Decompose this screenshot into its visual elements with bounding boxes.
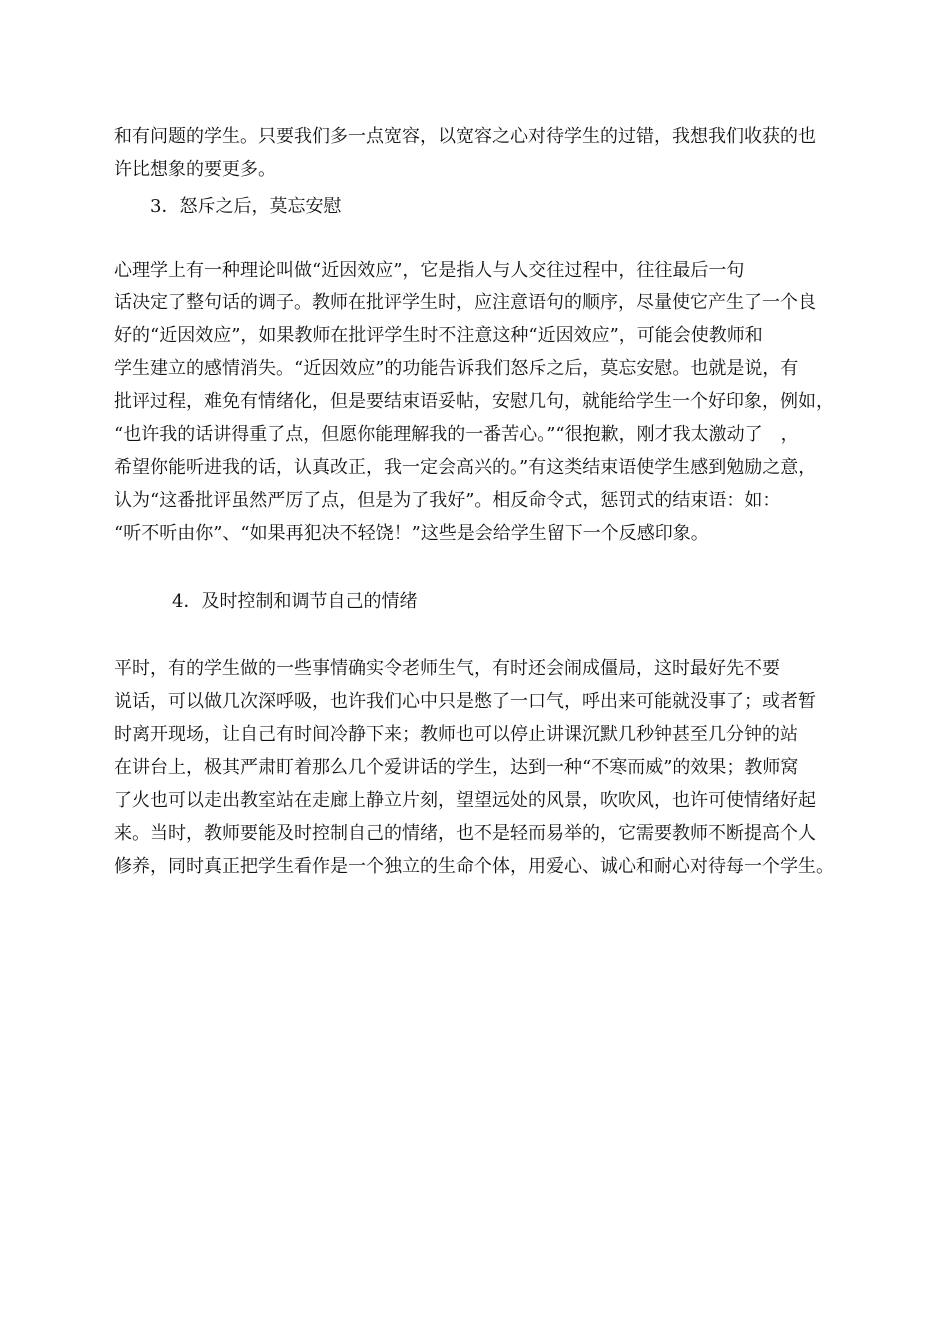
paragraph-line: 时离开现场，让自己有时间冷静下来；教师也可以停止讲课沉默几秒钟甚至几分钟的站 <box>114 724 798 745</box>
paragraph-line: 修养，同时真正把学生看作是一个独立的生命个体，用爱心、诚心和耐心对待每一个学生。 <box>114 856 834 877</box>
paragraph-line: “听不听由你”、“如果再犯决不轻饶！”这些是会给学生留下一个反感印象。 <box>114 523 709 544</box>
paragraph-line: 来。当时，教师要能及时控制自己的情绪，也不是轻而易举的，它需要教师不断提高个人 <box>114 823 816 844</box>
paragraph-line: 希望你能听进我的话，认真改正，我一定会高兴的。”有这类结束语使学生感到勉励之意， <box>114 457 817 478</box>
paragraph-line: 心理学上有一种理论叫做“近因效应”，它是指人与人交往过程中，往往最后一句 <box>114 260 745 281</box>
paragraph-line: 在讲台上，极其严肃盯着那么几个爱讲话的学生，达到一种“不寒而威”的效果；教师窝 <box>114 757 799 778</box>
paragraph-line: 许比想象的要更多。 <box>114 159 276 180</box>
paragraph-line: 话决定了整句话的调子。教师在批评学生时，应注意语句的顺序，尽量使它产生了一个良 <box>114 292 816 313</box>
paragraph-line: 学生建立的感情消失。“近因效应”的功能告诉我们怒斥之后，莫忘安慰。也就是说，有 <box>114 358 799 379</box>
section-heading-4: 4．及时控制和调节自己的情绪 <box>172 591 418 612</box>
paragraph-line: 了火也可以走出教室站在走廊上静立片刻，望望远处的风景，吹吹风，也许可使情绪好起 <box>114 790 816 811</box>
paragraph-line: “也许我的话讲得重了点，但愿你能理解我的一番苦心。”“很抱歉，刚才我太激动了 ， <box>114 424 799 445</box>
paragraph-line: 说话，可以做几次深呼吸，也许我们心中只是憋了一口气，呼出来可能就没事了；或者暂 <box>114 691 816 712</box>
paragraph-line: 批评过程，难免有情绪化，但是要结束语妥帖，安慰几句，就能给学生一个好印象，例如， <box>114 391 834 412</box>
section-heading-3: 3．怒斥之后，莫忘安慰 <box>150 196 342 217</box>
paragraph-line: 认为“这番批评虽然严厉了点，但是为了我好”。相反命令式，惩罚式的结束语：如： <box>114 490 781 511</box>
paragraph-line: 和有问题的学生。只要我们多一点宽容，以宽容之心对待学生的过错，我想我们收获的也 <box>114 126 816 147</box>
paragraph-line: 好的“近因效应”，如果教师在批评学生时不注意这种“近因效应”，可能会使教师和 <box>114 325 763 346</box>
paragraph-line: 平时，有的学生做的一些事情确实令老师生气，有时还会闹成僵局，这时最好先不要 <box>114 658 780 679</box>
